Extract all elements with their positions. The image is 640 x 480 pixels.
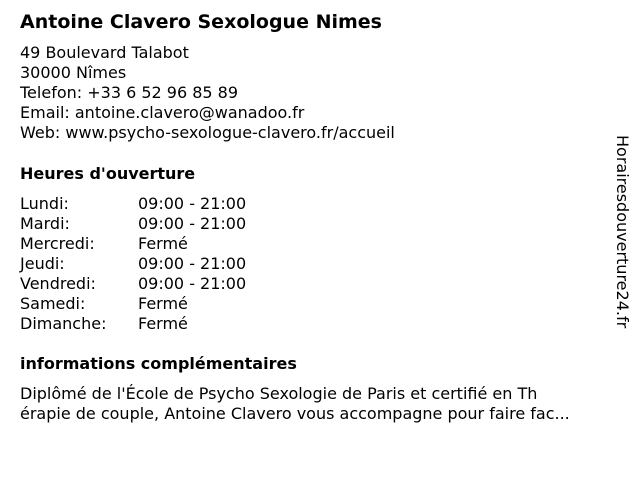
hours-row-wednesday (20, 234, 246, 254)
address-line-1: 49 Boulevard Talabot (20, 43, 189, 62)
day-time: Fermé (138, 294, 188, 313)
email-line[interactable]: Email: antoine.clavero@wanadoo.fr (20, 103, 305, 122)
info-line-1: Diplômé de l'École de Psycho Sexologie de Paris et certifié en Th (20, 384, 538, 403)
opening-hours-heading: Heures d'ouverture (20, 164, 196, 183)
web-line[interactable]: Web: www.psycho-sexologue-clavero.fr/accueil (20, 123, 395, 142)
contact-block (20, 43, 395, 143)
hours-row-thursday (20, 254, 246, 274)
site-watermark: Horairesdouverture24.fr (613, 135, 632, 329)
info-line-2: érapie de couple, Antoine Clavero vous accompagne pour faire fac... (20, 404, 570, 423)
additional-info-heading: informations complémentaires (20, 354, 297, 373)
day-label: Dimanche: (20, 314, 107, 333)
address-line-2: 30000 Nîmes (20, 63, 127, 82)
day-time: 09:00 - 21:00 (138, 214, 247, 233)
day-time: 09:00 - 21:00 (138, 274, 247, 293)
day-label: Samedi: (20, 294, 86, 313)
day-label: Mercredi: (20, 234, 95, 253)
day-label: Mardi: (20, 214, 70, 233)
hours-row-sunday (20, 314, 246, 334)
business-title: Antoine Clavero Sexologue Nimes (20, 11, 382, 33)
day-time: 09:00 - 21:00 (138, 194, 247, 213)
hours-row-monday (20, 194, 246, 214)
day-time: Fermé (138, 234, 188, 253)
hours-row-tuesday (20, 214, 246, 234)
day-label: Vendredi: (20, 274, 96, 293)
hours-row-friday (20, 274, 246, 294)
day-label: Lundi: (20, 194, 69, 213)
day-label: Jeudi: (20, 254, 65, 273)
opening-hours-table (20, 194, 246, 334)
day-time: 09:00 - 21:00 (138, 254, 247, 273)
hours-row-saturday (20, 294, 246, 314)
additional-info-text (20, 384, 620, 424)
phone-line[interactable]: Telefon: +33 6 52 96 85 89 (20, 83, 239, 102)
day-time: Fermé (138, 314, 188, 333)
